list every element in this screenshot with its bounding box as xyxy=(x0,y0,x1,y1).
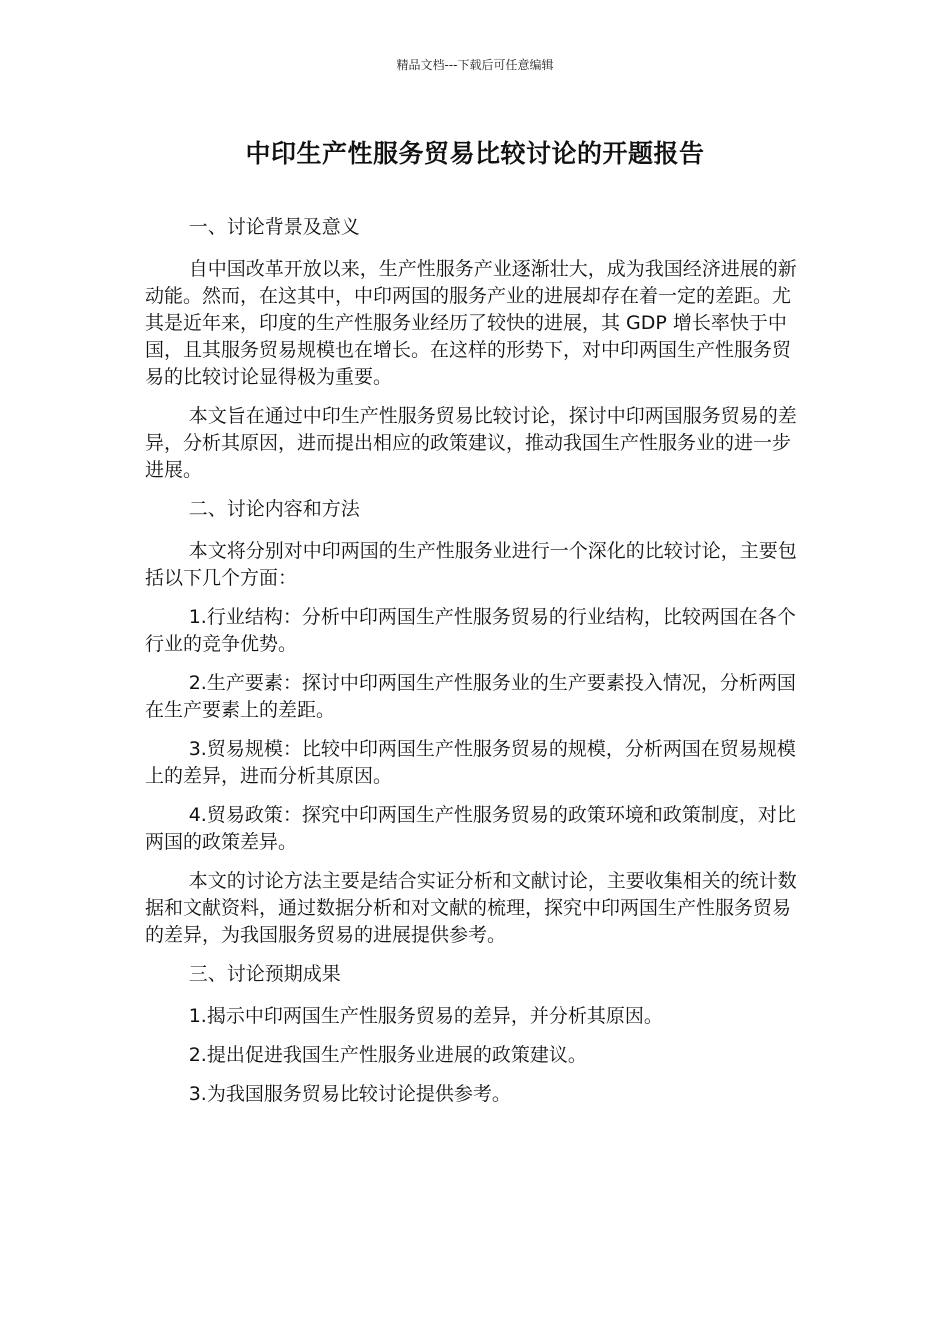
list-item-production-factors: 2.生产要素：探讨中印两国生产性服务业的生产要素投入情况，分析两国在生产要素上的差距。 xyxy=(145,672,796,721)
document-title: 中印生产性服务贸易比较讨论的开题报告 xyxy=(245,139,705,168)
paragraph-background: 自中国改革开放以来，生产性服务产业逐渐壮大，成为我国经济进展的新动能。然而，在这其中，中印两国的服务产业的进展却存在着一定的差距。尤其是近年来，印度的生产性服务业经历了较快的进展，其 GDP 增长率快于中国，且其服务贸易规模也在增长。在这样的形势下，对中印两国生产性服务贸易的比较讨论显得极为重要。 xyxy=(145,258,797,388)
list-item-result-2: 2.提出促进我国生产性服务业进展的政策建议。 xyxy=(188,1044,587,1066)
section-heading-expected-results: 三、讨论预期成果 xyxy=(188,963,341,985)
paragraph-purpose: 本文旨在通过中印生产性服务贸易比较讨论，探讨中印两国服务贸易的差异，分析其原因，进而提出相应的政策建议，推动我国生产性服务业的进一步进展。 xyxy=(145,405,797,481)
paragraph-content-intro: 本文将分别对中印两国的生产性服务业进行一个深化的比较讨论，主要包括以下几个方面： xyxy=(145,540,797,589)
list-item-trade-policy: 4.贸易政策：探究中印两国生产性服务贸易的政策环境和政策制度，对比两国的政策差异。 xyxy=(145,804,796,853)
list-item-trade-scale: 3.贸易规模：比较中印两国生产性服务贸易的规模，分析两国在贸易规模上的差异，进而分析其原因。 xyxy=(145,738,796,787)
section-heading-background: 一、讨论背景及意义 xyxy=(188,216,360,238)
section-heading-content-methods: 二、讨论内容和方法 xyxy=(188,498,360,520)
list-item-industry-structure: 1.行业结构：分析中印两国生产性服务贸易的行业结构，比较两国在各个行业的竞争优势。 xyxy=(145,606,796,655)
paragraph-methods: 本文的讨论方法主要是结合实证分析和文献讨论，主要收集相关的统计数据和文献资料，通过数据分析和对文献的梳理，探究中印两国生产性服务贸易的差异，为我国服务贸易的进展提供参考。 xyxy=(145,870,797,946)
list-item-result-3: 3.为我国服务贸易比较讨论提供参考。 xyxy=(188,1083,511,1105)
document-body xyxy=(145,214,805,1120)
list-item-result-1: 1.揭示中印两国生产性服务贸易的差异，并分析其原因。 xyxy=(188,1005,663,1027)
page-header: 精品文档---下载后可任意编辑 xyxy=(396,58,554,72)
